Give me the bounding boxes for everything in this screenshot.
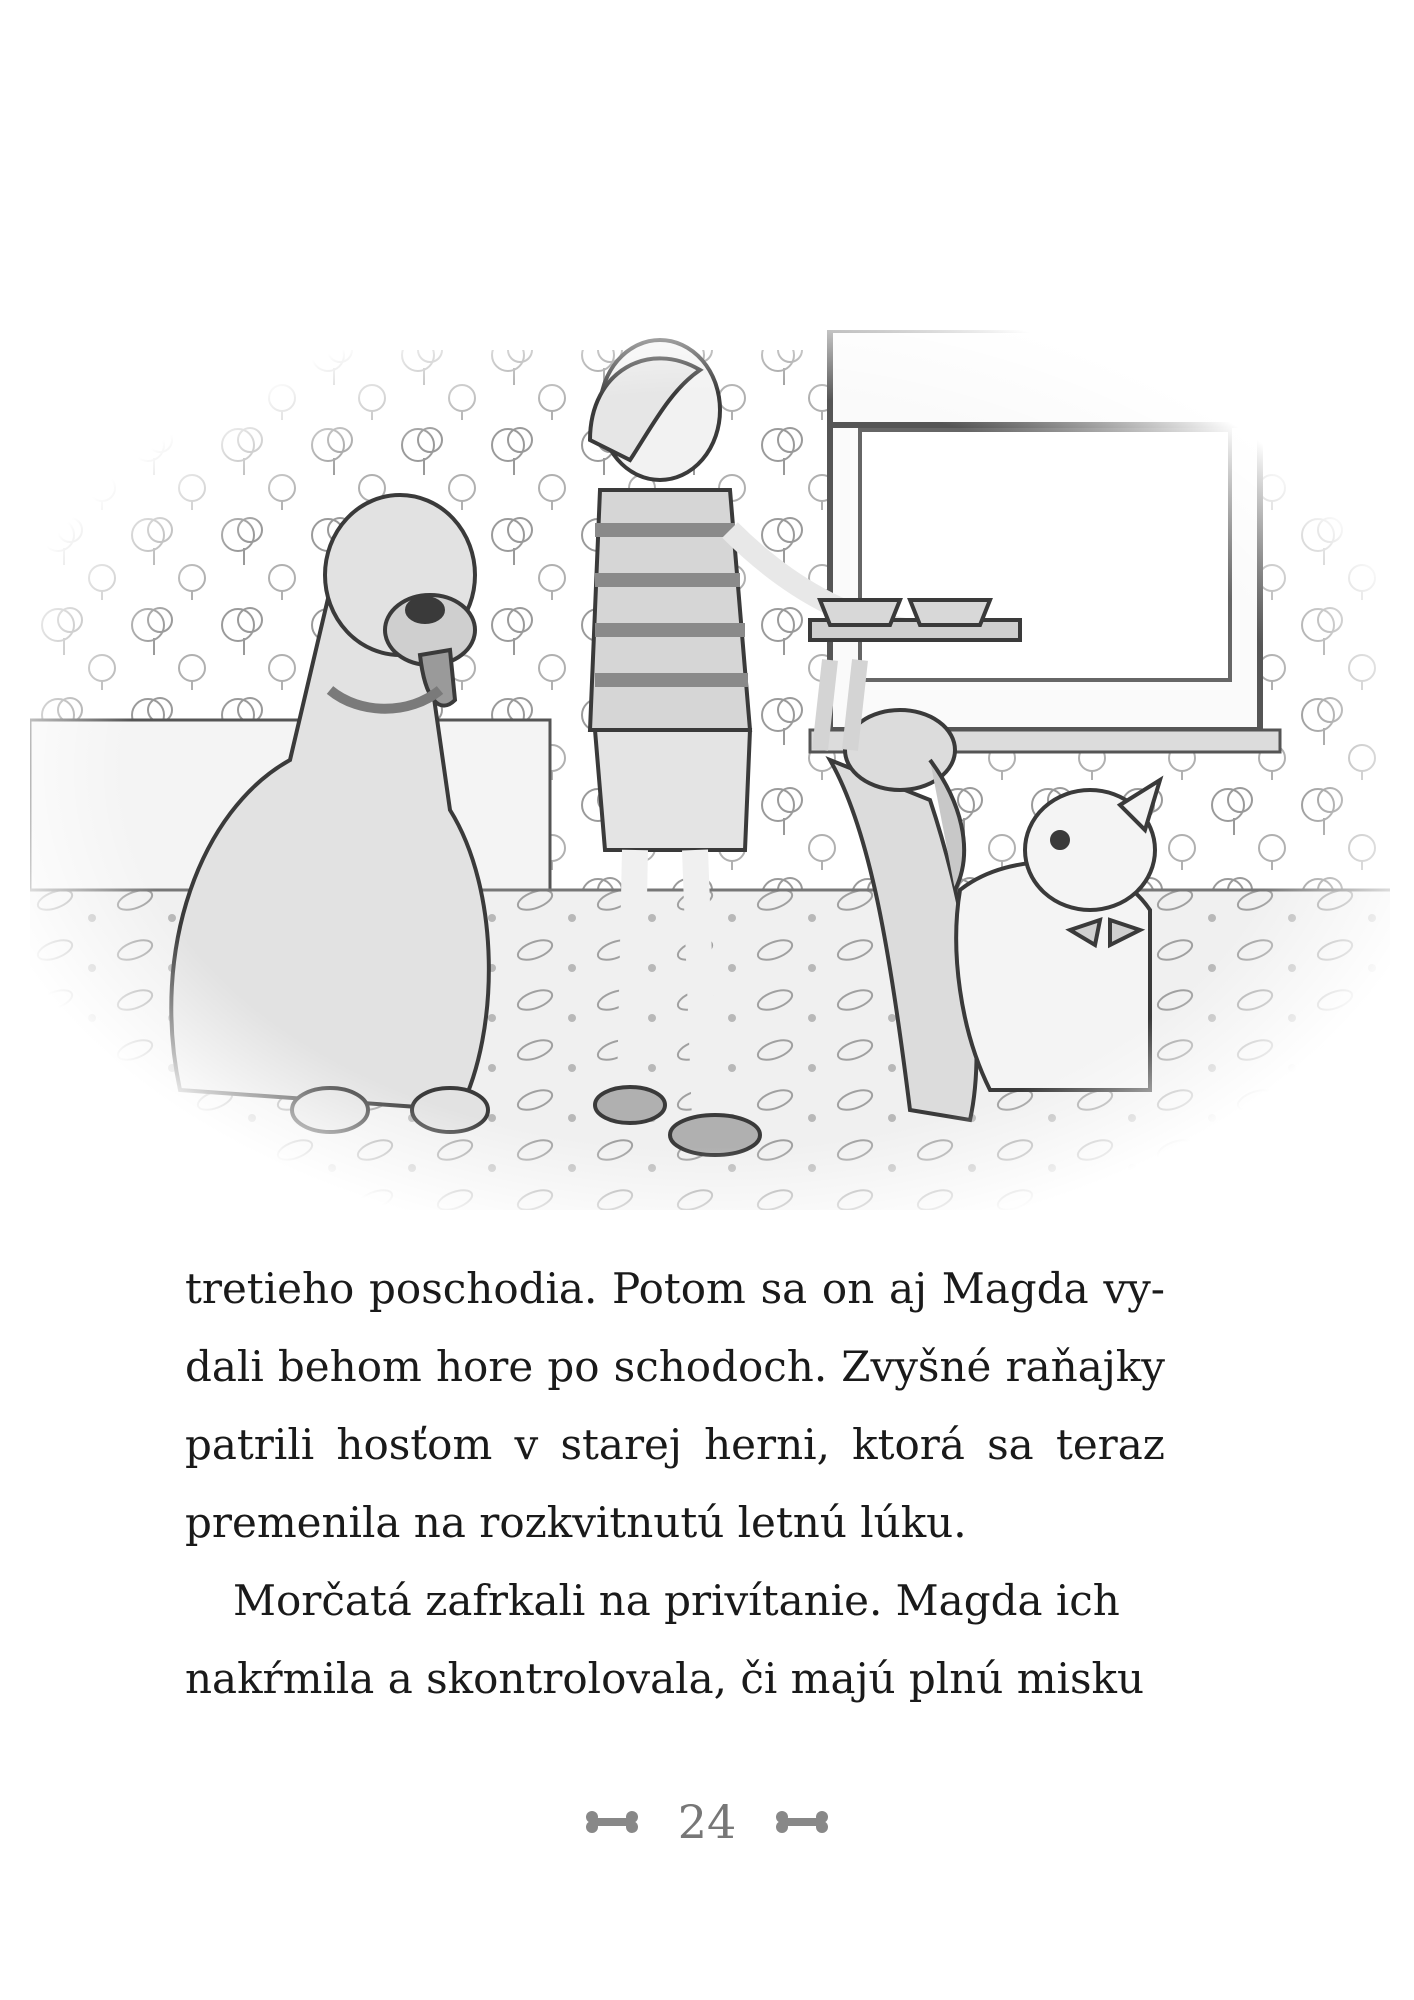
word: aj [888, 1264, 928, 1313]
word: behom [277, 1342, 422, 1391]
word: v [514, 1420, 539, 1469]
word: herni, [704, 1420, 830, 1469]
body-text [185, 1250, 1165, 1718]
word: teraz [1055, 1420, 1165, 1469]
bone-icon [582, 1810, 642, 1834]
text-line: premenila na rozkvitnutú letnú lúku. [185, 1498, 967, 1547]
word: Zvyšné [841, 1342, 992, 1391]
word: po [547, 1342, 600, 1391]
bone-icon [772, 1810, 832, 1834]
text-line [185, 1250, 1165, 1328]
word: Magda [941, 1264, 1089, 1313]
word: Potom [612, 1264, 746, 1313]
word: patrili [185, 1420, 315, 1469]
word: starej [560, 1420, 682, 1469]
word: sa [987, 1420, 1034, 1469]
word: hore [435, 1342, 534, 1391]
word: dali [185, 1342, 264, 1391]
page-number: 24 [677, 1795, 737, 1849]
text-line: Morčatá zafrkali na privítanie. Magda ich [233, 1576, 1120, 1625]
word: raňajky [1005, 1342, 1165, 1391]
page-footer [0, 1795, 1414, 1849]
word: on [821, 1264, 875, 1313]
text-line: nakŕmila a skontrolovala, či majú plnú misku [185, 1654, 1145, 1703]
word: tretieho [185, 1264, 355, 1313]
word: ktorá [852, 1420, 965, 1469]
word: hosťom [336, 1420, 493, 1469]
text-line [185, 1328, 1165, 1406]
word: vy- [1103, 1264, 1165, 1313]
chapter-illustration [30, 330, 1390, 1210]
word: poschodia. [369, 1264, 598, 1313]
text-line [185, 1406, 1165, 1484]
word: sa [760, 1264, 808, 1313]
word: schodoch. [613, 1342, 828, 1391]
